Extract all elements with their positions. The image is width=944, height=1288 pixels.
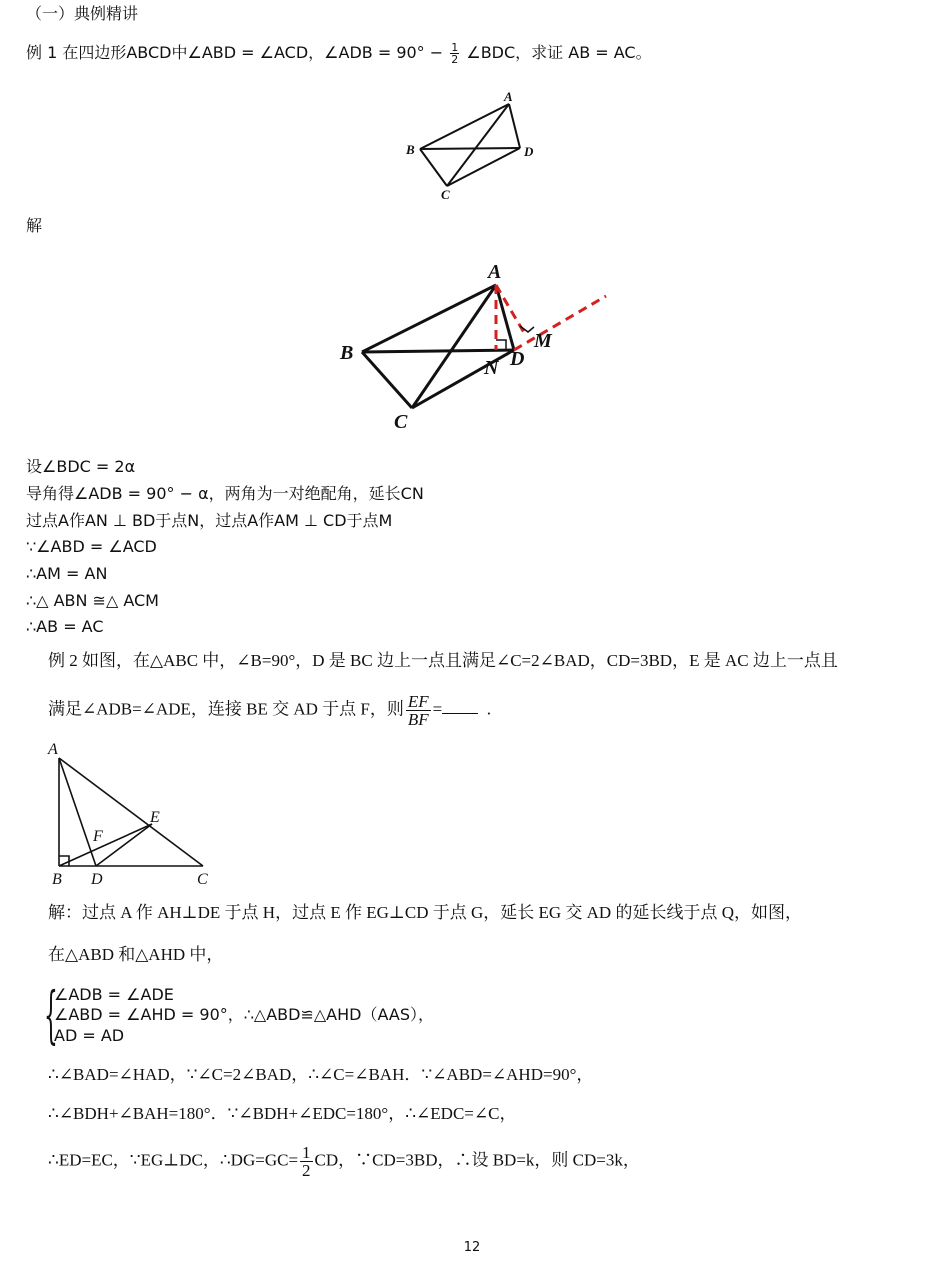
label-e: E: [150, 809, 160, 826]
example-2-solution-line-5: [48, 1144, 640, 1179]
label-b: B: [340, 342, 354, 364]
example-2-solution-line-2: 在△ABD 和△AHD 中，: [48, 945, 224, 964]
fraction-numerator: 1: [451, 41, 459, 54]
segment-ac: [59, 758, 203, 866]
extension-cd: [514, 296, 606, 350]
line-5-suffix: CD，∵CD=3BD，∴设 BD=k，则 CD=3k，: [314, 1150, 640, 1170]
label-n: N: [484, 357, 499, 379]
fraction-numerator: EF: [407, 692, 429, 711]
figure-quadrilateral-2: [330, 256, 620, 436]
period: .: [486, 699, 492, 719]
example-1-statement: [26, 42, 652, 65]
example-2-solution-line-1: 解：过点 A 作 AH⊥DE 于点 H，过点 E 作 EG⊥CD 于点 G，延长 EG 交 AD 的延长线于点 Q，如图，: [48, 903, 802, 922]
solution-step: ∵∠ABD = ∠ACD: [26, 537, 157, 556]
segment-cb: [362, 352, 412, 408]
label-a: A: [48, 741, 58, 758]
fraction-denominator: BF: [407, 710, 429, 729]
label-d: D: [524, 144, 534, 159]
solution-step: 导角得∠ADB = 90° − α，两角为一对绝配角，延长CN: [26, 484, 424, 503]
figure-right-triangle: [40, 738, 230, 890]
segment-cb: [420, 149, 447, 186]
system-brace: {: [44, 978, 58, 1051]
answer-blank[interactable]: [442, 699, 478, 714]
system-line: AD = AD: [54, 1026, 125, 1045]
page-number: 12: [463, 1240, 481, 1255]
label-m: M: [534, 330, 552, 352]
example-2-line-1: 例 2 如图，在△ABC 中，∠B=90°，D 是 BC 边上一点且满足∠C=2∠BAD，CD=3BD，E 是 AC 边上一点且: [48, 651, 838, 670]
label-d: D: [91, 871, 103, 888]
label-a: A: [488, 261, 502, 283]
section-title: （一）典例精讲: [26, 4, 139, 23]
system-line: ∠ABD = ∠AHD = 90°，∴△ABD≌△AHD（AAS），: [54, 1005, 434, 1024]
fraction-one-half: [450, 42, 459, 65]
label-b: B: [406, 142, 415, 157]
label-f: F: [93, 828, 103, 845]
example-2-line-2: [48, 693, 491, 728]
solution-label: 解: [26, 216, 43, 235]
label-c: C: [394, 411, 408, 433]
fraction-numerator: 1: [302, 1143, 311, 1162]
segment-dc: [412, 350, 514, 408]
solution-step: 过点A作AN ⊥ BD于点N，过点A作AM ⊥ CD于点M: [26, 511, 393, 530]
example-2-solution-line-3: ∴∠BAD=∠HAD，∵∠C=2∠BAD，∴∠C=∠BAH．∵∠ABD=∠AHD=90°，: [48, 1065, 594, 1084]
fraction-one-half: [300, 1144, 313, 1179]
perpendicular-am: [496, 285, 526, 336]
segment-ba: [362, 285, 496, 352]
example-2-line-2-prefix: 满足∠ADB=∠ADE，连接 BE 交 AD 于点 F，则: [48, 699, 404, 719]
fraction-denominator: 2: [302, 1161, 311, 1180]
label-c: C: [197, 871, 208, 888]
segment-ad: [509, 104, 520, 148]
segment-bd: [420, 148, 520, 149]
example-1-suffix: ∠BDC，求证 AB = AC。: [466, 43, 652, 62]
example-2-solution-line-4: ∴∠BDH+∠BAH=180°．∵∠BDH+∠EDC=180°，∴∠EDC=∠C，: [48, 1104, 517, 1123]
label-a: A: [504, 89, 513, 104]
label-c: C: [441, 187, 450, 202]
label-b: B: [52, 871, 62, 888]
fraction-denominator: 2: [451, 53, 459, 66]
line-5-prefix: ∴ED=EC，∵EG⊥DC，∴DG=GC=: [48, 1150, 299, 1170]
solution-step: ∴AM = AN: [26, 564, 108, 583]
system-line: ∠ADB = ∠ADE: [54, 985, 174, 1004]
segment-dc: [447, 148, 520, 186]
equals-sign: =: [432, 699, 443, 719]
label-d: D: [510, 348, 525, 370]
segment-bd: [362, 350, 514, 352]
solution-step: 设∠BDC = 2α: [26, 457, 136, 476]
segment-ad: [59, 758, 96, 866]
solution-step: ∴△ ABN ≅△ ACM: [26, 591, 159, 610]
segment-ba: [420, 104, 509, 149]
segment-ac: [412, 285, 496, 408]
fraction-ef-bf: [406, 693, 431, 728]
solution-step: ∴AB = AC: [26, 617, 104, 636]
segment-ac: [447, 104, 509, 186]
figure-quadrilateral-1: [396, 86, 556, 204]
example-1-prefix: 例 1 在四边形ABCD中∠ABD = ∠ACD，∠ADB = 90° −: [26, 43, 444, 62]
